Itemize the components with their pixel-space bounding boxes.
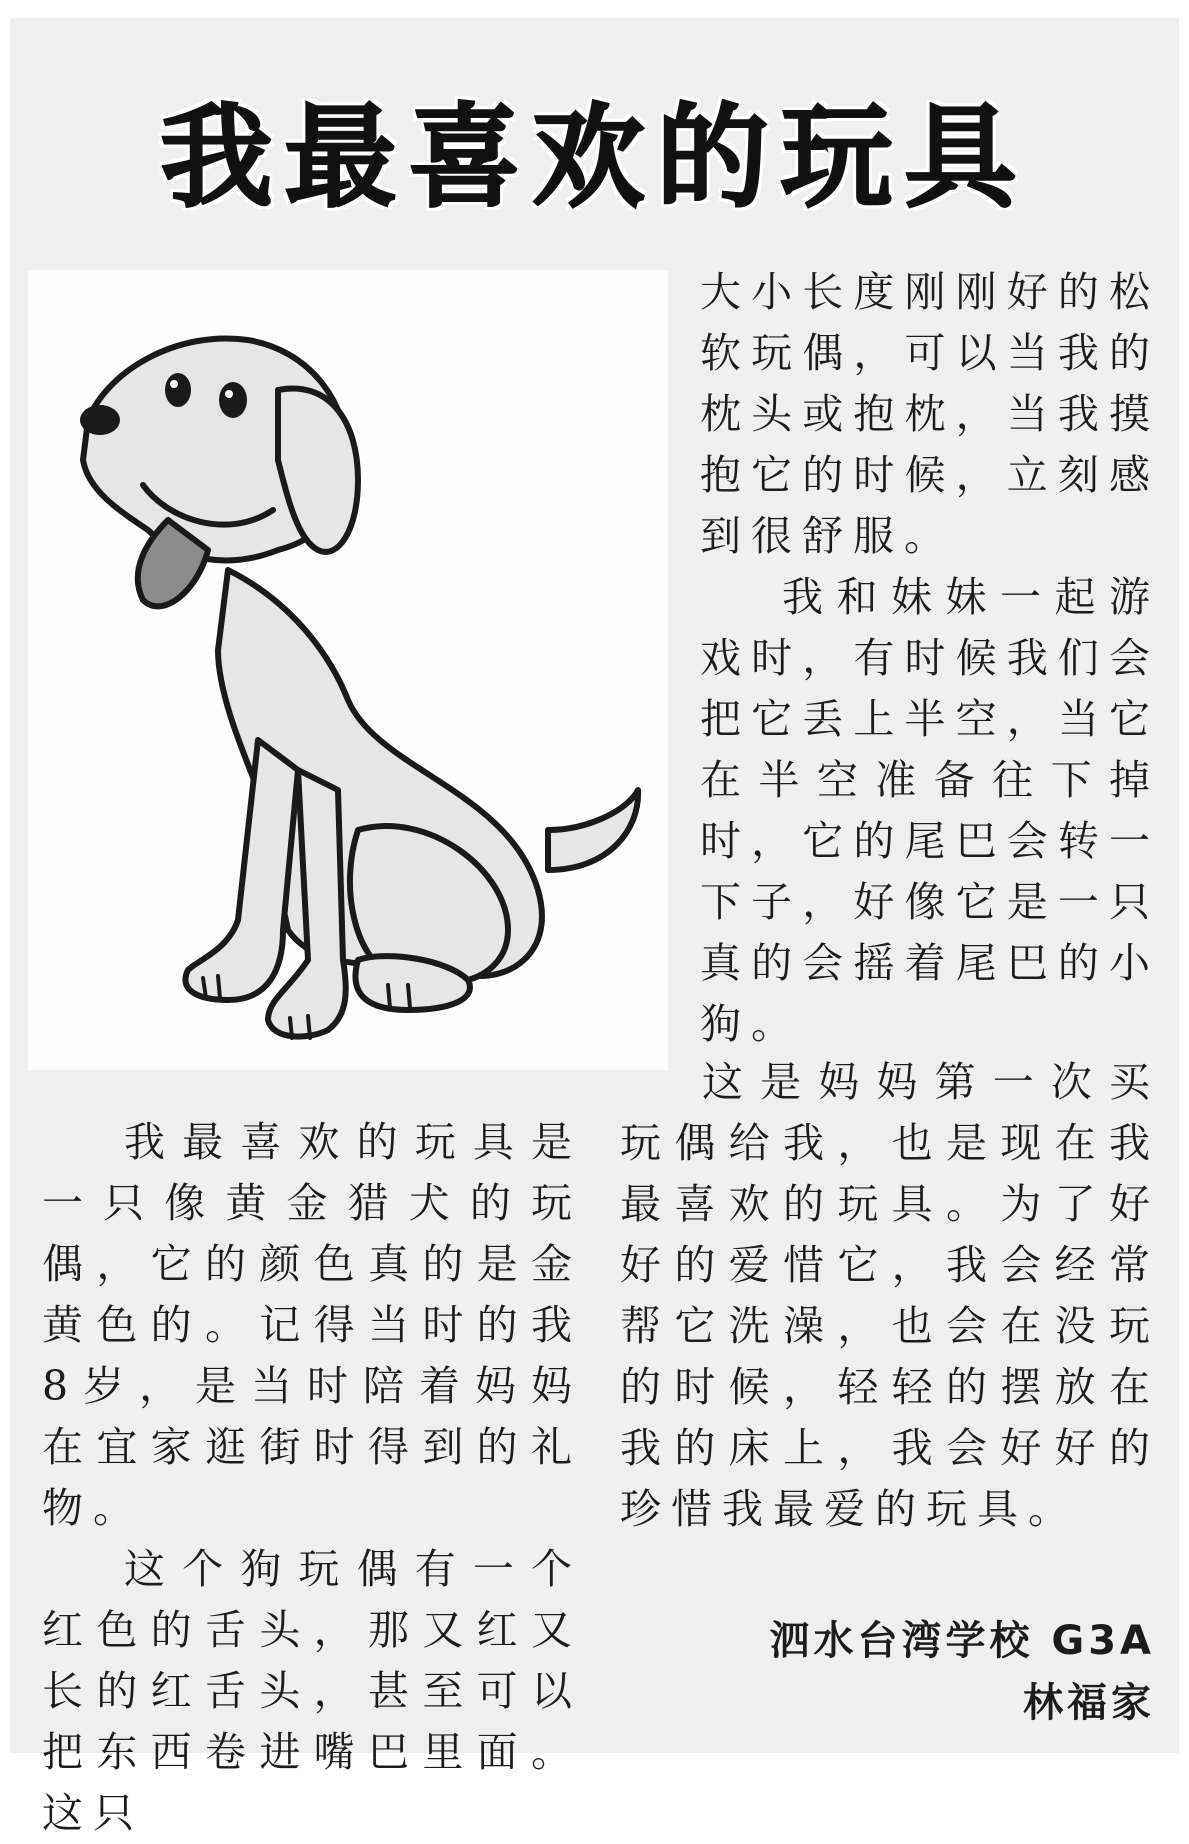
dog-illustration: [28, 270, 668, 1070]
paragraph-sister: 我和妹妹一起游戏时，有时候我们会把它丢上半空，当它在半空准备往下掉时，它的尾巴会转一下子，好像它是一只真的会摇着尾巴的小狗。: [700, 573, 1160, 1048]
author-school: 泗水台湾学校 G3A: [769, 1618, 1155, 1664]
author-byline: [769, 1610, 1155, 1734]
left-column: [42, 1112, 582, 1844]
article-title: 我最喜欢的玩具: [160, 93, 1029, 223]
paragraph-continued: 大小长度刚刚好的松软玩偶，可以当我的枕头或抱枕，当我摸抱它的时候，立刻感到很舒服。: [700, 268, 1160, 560]
right-column-bottom: [620, 1052, 1160, 1540]
paragraph-tongue: 这个狗玩偶有一个红色的舌头，那又红又长的红舌头，甚至可以把东西卷进嘴巴里面。这只: [42, 1545, 582, 1837]
author-name: 林福家: [1023, 1680, 1155, 1726]
paragraph-closing: 这是妈妈第一次买玩偶给我，也是现在我最喜欢的玩具。为了好好的爱惜它，我会经常帮它洗澡，也会在没玩的时候，轻轻的摆放在我的床上，我会好好的珍惜我最爱的玩具。: [620, 1058, 1160, 1533]
right-column-top: [700, 262, 1160, 1055]
paragraph-intro: 我最喜欢的玩具是一只像黄金猎犬的玩偶，它的颜色真的是金黄色的。记得当时的我8岁，是当时陪着妈妈在宜家逛街时得到的礼物。: [42, 1118, 582, 1532]
